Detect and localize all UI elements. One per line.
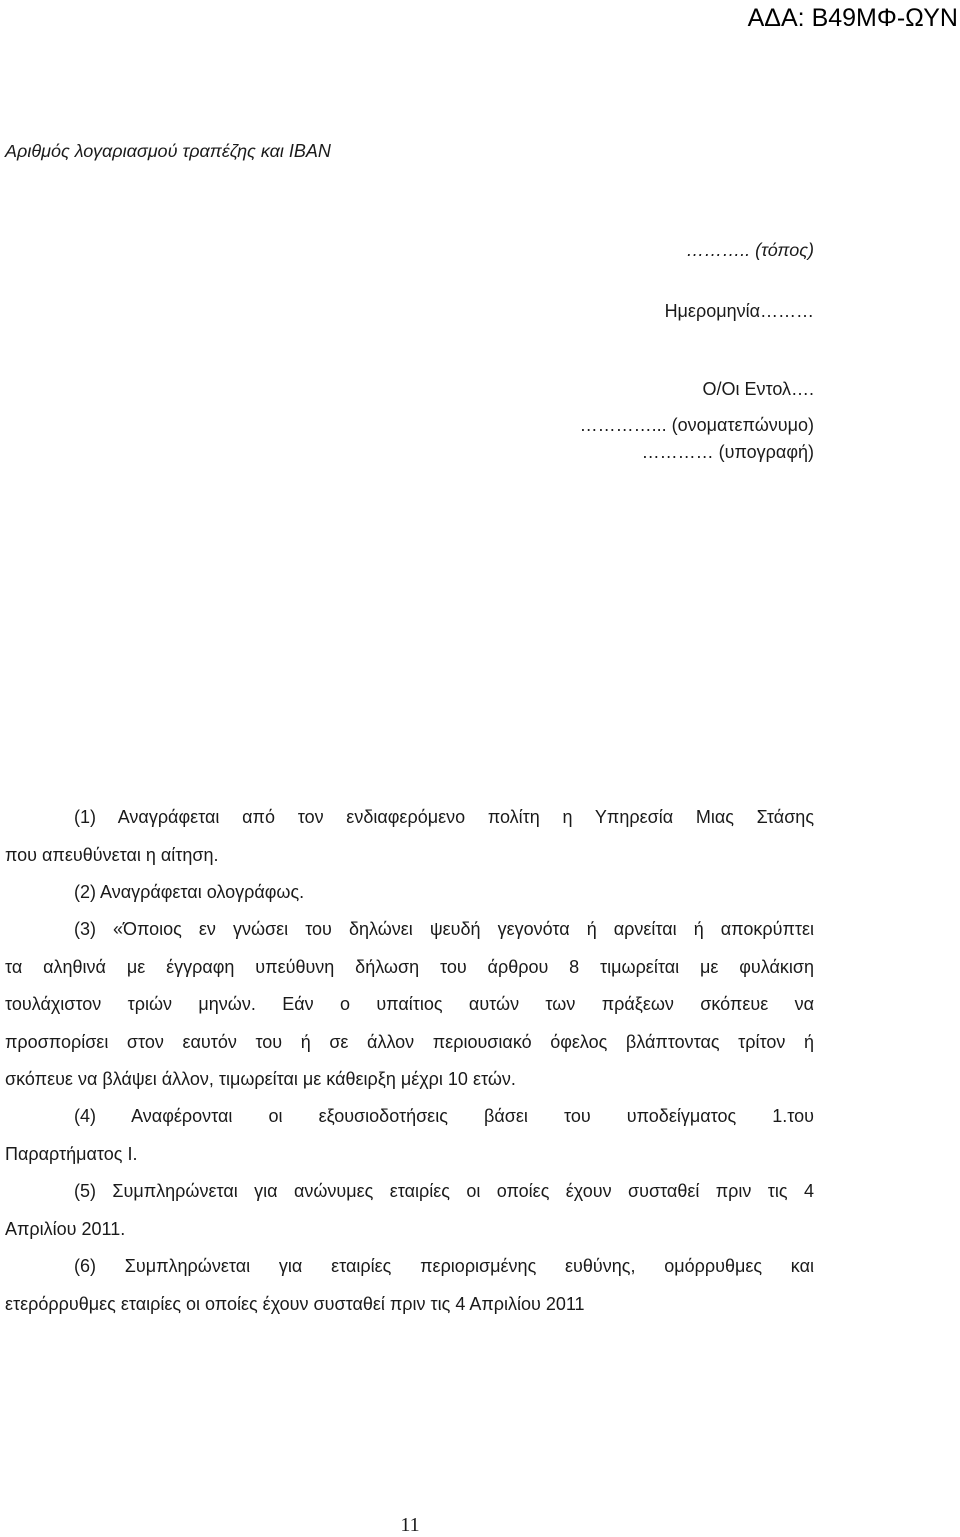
note-2: (2) Αναγράφεται ολογράφως. — [74, 882, 305, 902]
ada-code-header: ΑΔΑ: Β49ΜΦ-ΩΥΝ — [747, 4, 958, 32]
note-3-line-3: τουλάχιστον τριών μηνών. Εάν ο υπαίτιος αυτών των πράξεων σκόπευε να — [5, 994, 814, 1014]
note-3-line-1: (3) «Όποιος εν γνώσει του δηλώνει ψευδή γεγονότα ή αρνείται ή αποκρύπτει — [74, 919, 814, 939]
note-3-line-4: προσπορίσει στον εαυτόν του ή σε άλλον περιουσιακό όφελος βλάπτοντας τρίτον ή — [5, 1032, 814, 1052]
place-line: ……….. (τόπος) — [686, 240, 814, 260]
note-6-line-1: (6) Συμπληρώνεται για εταιρίες περιορισμένης ευθύνης, ομόρρυθμες και — [74, 1256, 814, 1276]
note-3-line-5: σκόπευε να βλάψει άλλον, τιμωρείται με κάθειρξη μέχρι 10 ετών. — [5, 1069, 516, 1089]
bank-account-label: Αριθμός λογαριασμού τραπέζης και IBAN — [5, 141, 331, 161]
note-4-line-2: Παραρτήματος Ι. — [5, 1144, 138, 1164]
signature-line: ………… (υπογραφή) — [641, 442, 814, 462]
note-5-line-2: Απριλίου 2011. — [5, 1219, 126, 1239]
note-1-line-1: (1) Αναγράφεται από τον ενδιαφερόμενο πολίτη η Υπηρεσία Μιας Στάσης — [74, 807, 814, 827]
page-number: 11 — [400, 1514, 420, 1536]
note-4-line-1: (4) Αναφέρονται οι εξουσιοδοτήσεις βάσει του υποδείγματος 1.του — [74, 1106, 814, 1126]
principal-label: Ο/Οι Εντολ…. — [702, 379, 814, 399]
note-1-line-2: που απευθύνεται η αίτηση. — [5, 845, 219, 865]
date-line: Ημερομηνία……… — [664, 301, 814, 321]
note-3-line-2: τα αληθινά με έγγραφη υπεύθυνη δήλωση του άρθρου 8 τιμωρείται με φυλάκιση — [5, 957, 814, 977]
note-6-line-2: ετερόρρυθμες εταιρίες οι οποίες έχουν συσταθεί πριν τις 4 Απριλίου 2011 — [5, 1294, 585, 1314]
name-line: …………... (ονοματεπώνυμο) — [579, 415, 814, 435]
note-5-line-1: (5) Συμπληρώνεται για ανώνυμες εταιρίες οι οποίες έχουν συσταθεί πριν τις 4 — [74, 1181, 814, 1201]
